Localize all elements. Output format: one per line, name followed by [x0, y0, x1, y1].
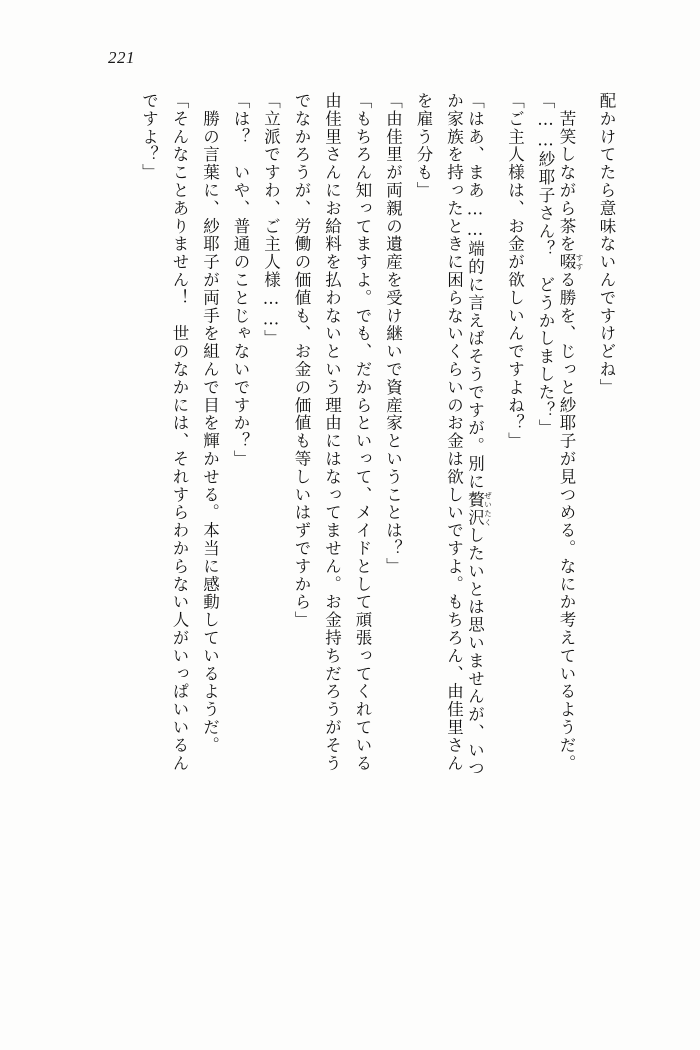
text-column: 「……紗耶子さん？ どうかしました？」: [536, 92, 555, 438]
text-column: 「由佳里が両親の遺産を受け継いで資産家ということは？」: [383, 92, 403, 576]
text-column: 「ご主人様は、お金が欲しいんですよね？」: [505, 92, 525, 450]
text-column: を雇う分も」: [414, 92, 433, 200]
text-column: 苦笑しながら茶を啜 すする勝を、じっと紗耶子が見つめる。なにか考えているようだ。: [557, 92, 584, 773]
text-column: 「もちろん知ってますよ。でも、だからといって、メイドとして頑張ってくれている: [353, 92, 372, 773]
text-column: か家族を持ったときに困らないくらいのお金は欲しいですよ。もちろん、由佳里さん: [444, 92, 464, 773]
text-column: ですよ？」: [139, 92, 159, 182]
text-column: 「そんなことありません！ 世のなかには、それすらわからない人がいっぱいいるん: [170, 92, 189, 773]
vertical-text-body: [86, 92, 614, 972]
text-column: 「立派ですわ、ご主人様……」: [261, 92, 281, 348]
text-column: 「は？ いや、普通のことじゃないですか？」: [231, 92, 250, 468]
page-number: 221: [108, 48, 135, 67]
text-column: 由佳里さんにお給料を払わないという理由にはなってません。お金持ちだろうがそう: [322, 92, 342, 773]
text-column: 勝の言葉に、紗耶子が両手を組んで目を輝かせる。本当に感動しているようだ。: [200, 92, 220, 755]
text-column: 「はあ、まあ……端的に言えばそうですが。別に贅沢 ぜいたくしたいとは思いませんが、いつ: [465, 92, 493, 778]
text-column: でなかろうが、労働の価値も、お金の価値も等しいはずですから」: [292, 92, 311, 629]
text-column: 配かけてたら意味ないんですけどね」: [597, 92, 616, 397]
